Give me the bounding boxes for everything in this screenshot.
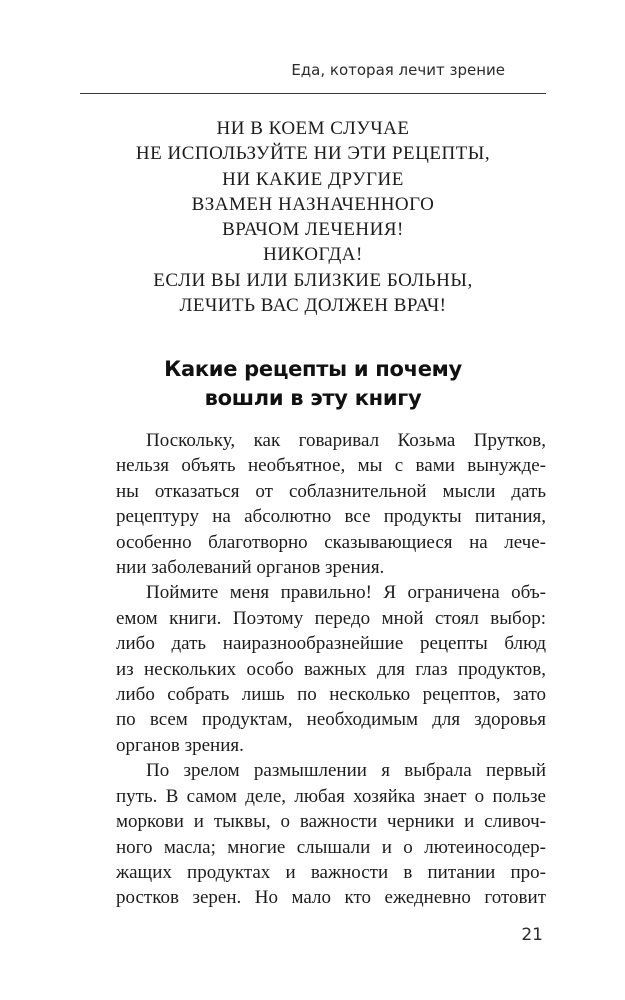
warning-line: ЕСЛИ ВЫ ИЛИ БЛИЗКИЕ БОЛЬНЫ,	[153, 269, 473, 291]
text-line: путь. В самом деле, любая хозяйка знает о пользе	[116, 785, 546, 807]
warning-line: ЛЕЧИТЬ ВАС ДОЛЖЕН ВРАЧ!	[179, 295, 447, 317]
paragraph	[116, 428, 546, 580]
warning-line: НЕ ИСПОЛЬЗУЙТЕ НИ ЭТИ РЕЦЕПТЫ,	[135, 143, 491, 165]
text-line: Поймите меня правильно! Я ограничена объ-	[146, 582, 546, 604]
body-text	[116, 428, 546, 911]
section-heading-line: вошли в эту книгу	[204, 386, 422, 410]
warning-block	[80, 116, 546, 318]
warning-line: ВЗАМЕН НАЗНАЧЕННОГО	[191, 193, 435, 215]
paragraph	[116, 758, 546, 910]
warning-line: НИКОГДА!	[263, 244, 363, 266]
section-heading	[80, 355, 546, 413]
text-line: емом книги. Поэтому передо мной стоял выбор:	[116, 607, 546, 629]
warning-line: НИ В КОЕМ СЛУЧАЕ	[216, 118, 410, 139]
running-head: Еда, которая лечит зрение	[291, 61, 505, 79]
text-line: Поскольку, как говаривал Козьма Прутков,	[146, 430, 546, 451]
paragraph	[116, 580, 546, 758]
text-line: либо дать наиразнообразнейшие рецепты блюд	[116, 633, 546, 655]
text-line: По зрелом размышлении я выбрала первый	[146, 760, 546, 782]
text-line: нельзя объять необъятное, мы с вами вынужде-	[116, 455, 546, 477]
text-line: по всем продуктам, необходимым для здоровья	[116, 709, 546, 731]
text-line: рецептуру на абсолютно все продукты питания,	[116, 506, 546, 528]
text-line: органов зрения.	[116, 734, 244, 756]
text-line: ны отказаться от соблазнительной мысли дать	[116, 480, 546, 502]
warning-line: НИ КАКИЕ ДРУГИЕ	[222, 168, 404, 190]
text-line: особенно благотворно сказывающиеся на лече-	[116, 531, 546, 553]
header-divider	[80, 93, 546, 94]
warning-line: ВРАЧОМ ЛЕЧЕНИЯ!	[222, 219, 404, 241]
section-heading-line: Какие рецепты и почему	[164, 357, 462, 381]
text-line: жащих продуктах и важности в питании про-	[116, 861, 546, 883]
text-line: ного масла; многие слышали и о лютеиносодер-	[116, 836, 546, 858]
page-number: 21	[521, 925, 543, 945]
text-line: моркови и тыквы, о важности черники и сливоч-	[116, 811, 546, 833]
text-line: ростков зерен. Но мало кто ежедневно готовит	[116, 887, 546, 909]
text-line: нии заболеваний органов зрения.	[116, 557, 385, 579]
text-line: из нескольких особо важных для глаз продуктов,	[116, 658, 546, 680]
text-line: либо собрать лишь по несколько рецептов, зато	[116, 684, 546, 706]
